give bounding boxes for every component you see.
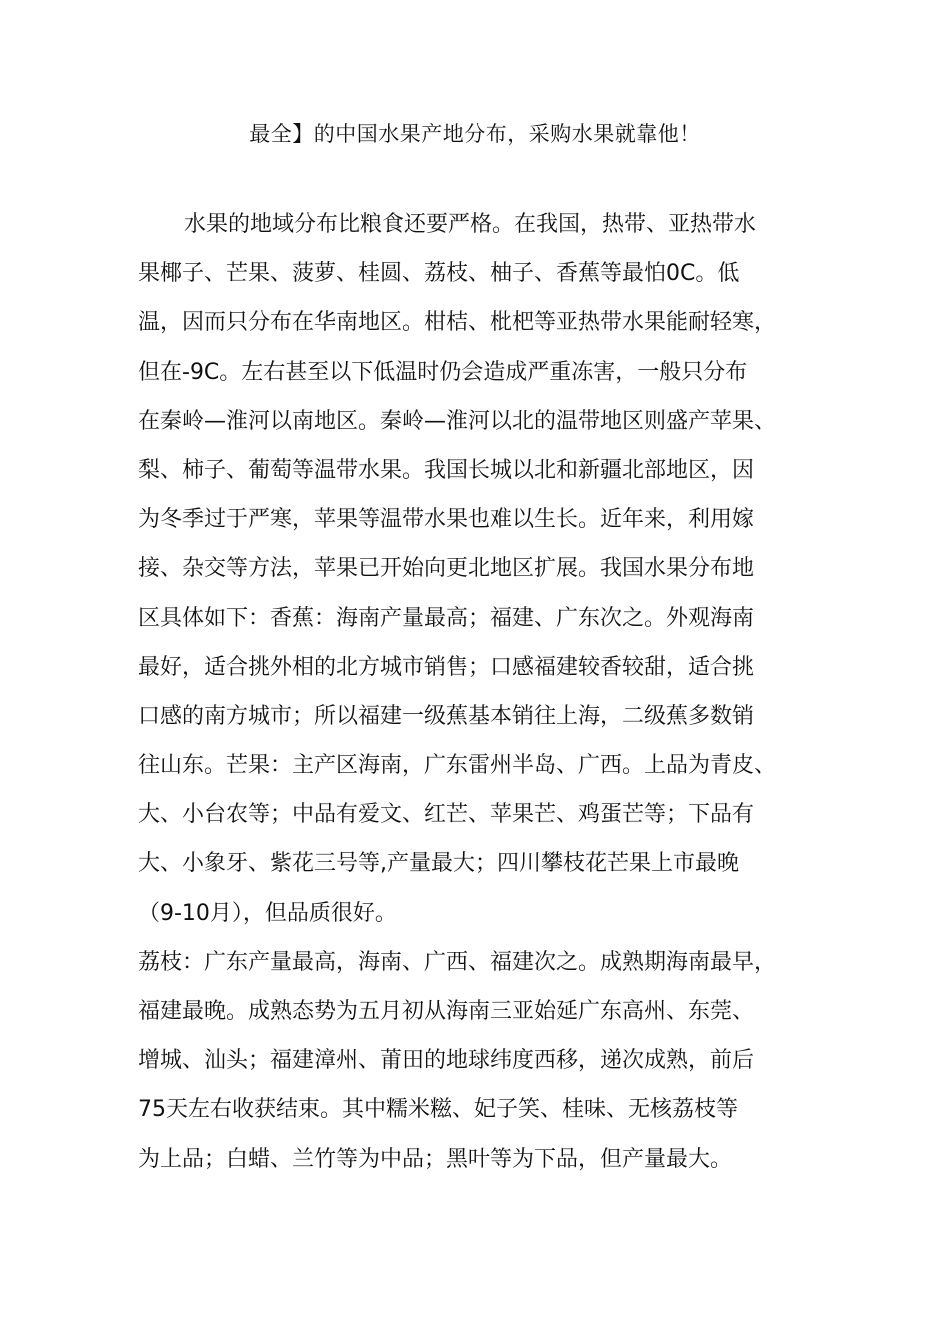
body-line: 但在-9C。左右甚至以下低温时仍会造成严重冻害，一般只分布 xyxy=(138,359,748,385)
body-line: 大、小象牙、紫花三号等,产量最大；四川攀枝花芒果上市最晚 xyxy=(138,851,739,877)
body-line: 75天左右收获结束。其中糯米糍、妃子笑、桂味、无核荔枝等 xyxy=(138,1097,738,1123)
body-line: 果椰子、芒果、菠萝、桂圆、荔枝、柚子、香蕉等最怕0C。低 xyxy=(138,261,740,287)
body-line: （9-10月），但品质很好。 xyxy=(138,900,397,926)
body-line: 最好，适合挑外相的北方城市销售；口感福建较香较甜，适合挑 xyxy=(138,654,755,680)
body-line: 温，因而只分布在华南地区。柑桔、枇杷等亚热带水果能耐轻寒， xyxy=(138,310,777,336)
body-line: 接、杂交等方法，苹果已开始向更北地区扩展。我国水果分布地 xyxy=(138,556,755,582)
body-line: 增城、汕头；福建漳州、莆田的地球纬度西移，递次成熟，前后 xyxy=(138,1048,755,1074)
body-line: 往山东。芒果：主产区海南，广东雷州半岛、广西。上品为青皮、 xyxy=(138,753,777,779)
body-line: 福建最晚。成熟态势为五月初从海南三亚始延广东高州、东莞、 xyxy=(138,999,755,1024)
body-line: 梨、柿子、葡萄等温带水果。我国长城以北和新疆北部地区，因 xyxy=(138,457,755,483)
body-line: 口感的南方城市；所以福建一级蕉基本销往上海，二级蕉多数销 xyxy=(138,703,755,729)
document-body xyxy=(138,205,818,1189)
body-line: 水果的地域分布比粮食还要严格。在我国，热带、亚热带水 xyxy=(184,212,757,237)
body-line: 在秦岭—淮河以南地区。秦岭—淮河以北的温带地区则盛产苹果、 xyxy=(138,408,777,434)
document-title: 最全】的中国水果产地分布，采购水果就靠他！ xyxy=(249,122,701,146)
body-line: 为冬季过于严寒，苹果等温带水果也难以生长。近年来，利用嫁 xyxy=(138,507,755,533)
body-line: 大、小台农等；中品有爱文、红芒、苹果芒、鸡蛋芒等；下品有 xyxy=(138,802,755,828)
body-line: 荔枝：广东产量最高，海南、广西、福建次之。成熟期海南最早， xyxy=(138,949,777,975)
body-line: 为上品；白蜡、兰竹等为中品；黑叶等为下品，但产量最大。 xyxy=(138,1146,733,1172)
body-line: 区具体如下：香蕉：海南产量最高；福建、广东次之。外观海南 xyxy=(138,605,755,631)
